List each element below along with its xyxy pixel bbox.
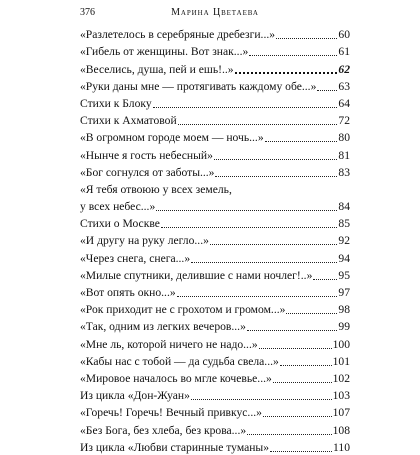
toc-dot-leader xyxy=(191,262,337,263)
toc-dot-leader xyxy=(178,124,338,125)
toc-entry xyxy=(80,248,350,265)
toc-entry-page-number: 98 xyxy=(338,303,350,317)
toc-entry-title: «Через снега, снега...» xyxy=(80,251,191,265)
toc-entry-page-number: 85 xyxy=(338,217,350,231)
toc-entry xyxy=(80,266,350,283)
toc-entry-title: «Разлетелось в серебряные дребезги...» xyxy=(80,28,276,42)
toc-entry-page-number: 83 xyxy=(338,165,350,179)
toc-dot-leader xyxy=(249,55,337,56)
toc-entry-title: «Бог согнулся от заботы...» xyxy=(80,165,215,179)
toc-entry-title: «Милые спутники, делившие с нами ночлег!..» xyxy=(80,268,313,282)
page-number: 376 xyxy=(80,7,95,18)
toc-entry-title: «Я тебя отвоюю у всех земель, xyxy=(80,182,232,196)
toc-entry xyxy=(80,163,350,180)
toc-entry-page-number: 107 xyxy=(332,406,350,420)
toc-dot-leader xyxy=(161,227,338,228)
toc-entry-page-number: 72 xyxy=(338,114,350,128)
toc-entry xyxy=(80,42,350,59)
toc-entry-page-number: 81 xyxy=(338,148,350,162)
toc-entry xyxy=(80,317,350,334)
toc-entry xyxy=(80,438,350,455)
toc-dot-leader xyxy=(191,399,332,400)
page-header xyxy=(80,6,350,20)
toc-entry-page-number: 60 xyxy=(338,28,350,42)
toc-entry-title: «Гибель от женщины. Вот знак...» xyxy=(80,45,249,59)
toc-dot-leader xyxy=(276,38,337,39)
toc-entry-title: «Кабы нас с тобой — да судьба свела...» xyxy=(80,354,279,368)
toc-dot-leader xyxy=(214,159,338,160)
toc-entry-page-number: 101 xyxy=(332,354,350,368)
toc-entry xyxy=(80,94,350,111)
toc-entry xyxy=(80,403,350,420)
toc-dot-leader xyxy=(215,176,337,177)
toc-entry-title: «Веселись, душа, пей и ешь!..» xyxy=(80,62,234,76)
toc-entry xyxy=(80,197,350,214)
toc-entry xyxy=(80,214,350,231)
toc-dot-leader xyxy=(247,330,338,331)
toc-entry-title: «Без Бога, без хлеба, без крова...» xyxy=(80,423,247,437)
toc-dot-leader xyxy=(259,348,332,349)
toc-entry-title: «Мировое началось во мгле кочевье...» xyxy=(80,371,272,385)
toc-entry xyxy=(80,283,350,300)
toc-dot-leader xyxy=(247,434,331,435)
toc-dot-leader xyxy=(263,416,332,417)
toc-entry-page-number: 100 xyxy=(332,337,350,351)
running-title: Марина Цветаева xyxy=(171,7,259,18)
toc-entry-title: «Нынче я гость небесный» xyxy=(80,148,213,162)
toc-entry-title: «В огромном городе моем — ночь...» xyxy=(80,131,264,145)
toc-entry xyxy=(80,420,350,437)
toc-dot-leader xyxy=(270,451,332,452)
toc-entry-title: Из цикла «Любви старинные туманы» xyxy=(80,440,270,454)
toc-entry xyxy=(80,180,350,197)
toc-entry xyxy=(80,59,350,76)
toc-dot-leader xyxy=(177,296,338,297)
toc-entry-title: «Горечь! Горечь! Вечный привкус...» xyxy=(80,406,262,420)
toc-entry-title: Стихи к Блоку xyxy=(80,96,152,110)
toc-entry xyxy=(80,111,350,128)
toc-entry-page-number: 102 xyxy=(332,371,350,385)
toc-entry-title: «Так, одним из легких вечеров...» xyxy=(80,320,246,334)
toc-entry xyxy=(80,77,350,94)
toc-entry-page-number: 110 xyxy=(333,440,350,454)
toc-entry xyxy=(80,352,350,369)
toc-entry-page-number: 92 xyxy=(338,234,350,248)
toc-entry-page-number: 84 xyxy=(338,200,350,214)
toc-entry xyxy=(80,386,350,403)
toc-entry xyxy=(80,369,350,386)
toc-entry xyxy=(80,300,350,317)
toc-entry-title: «Мне ль, которой ничего не надо...» xyxy=(80,337,258,351)
toc-entry-page-number: 94 xyxy=(338,251,350,265)
toc-dot-leader xyxy=(286,313,337,314)
toc-entry-page-number: 95 xyxy=(338,268,350,282)
toc-entry-page-number: 99 xyxy=(338,320,350,334)
toc-dot-leader xyxy=(265,141,338,142)
toc-dot-leader xyxy=(235,72,338,74)
toc-entry-title: «Вот опять окно...» xyxy=(80,286,176,299)
toc-entry-title: у всех небес...» xyxy=(80,200,156,214)
toc-entry xyxy=(80,145,350,162)
toc-entry xyxy=(80,231,350,248)
toc-entry-page-number: 103 xyxy=(332,389,350,403)
toc-entry-page-number: 97 xyxy=(338,286,350,299)
toc-entry-title: «Руки даны мне — протягивать каждому обе...» xyxy=(80,79,317,93)
toc-entry-title: Стихи о Москве xyxy=(80,217,160,231)
toc-entry-page-number: 64 xyxy=(338,96,350,110)
toc-entry xyxy=(80,25,350,42)
toc-dot-leader xyxy=(317,90,337,91)
toc-entry-page-number: 108 xyxy=(332,423,350,437)
toc-entry-title: «И другу на руку легло...» xyxy=(80,234,209,248)
table-of-contents xyxy=(80,25,350,455)
toc-entry xyxy=(80,334,350,351)
toc-dot-leader xyxy=(153,107,338,108)
toc-entry-page-number: 61 xyxy=(338,45,350,59)
toc-dot-leader xyxy=(210,244,338,245)
toc-dot-leader xyxy=(280,365,332,366)
toc-entry xyxy=(80,128,350,145)
toc-dot-leader xyxy=(313,279,337,280)
toc-entry-title: Из цикла «Дон-Жуан» xyxy=(80,389,190,403)
toc-entry-page-number: 80 xyxy=(338,131,350,145)
toc-entry-title: «Рок приходит не с грохотом и громом...» xyxy=(80,303,286,317)
toc-dot-leader xyxy=(156,210,337,211)
toc-entry-title: Стихи к Ахматовой xyxy=(80,114,177,128)
toc-entry-page-number: 63 xyxy=(338,79,350,93)
toc-dot-leader xyxy=(273,382,332,383)
toc-entry-page-number: 62 xyxy=(338,62,350,76)
